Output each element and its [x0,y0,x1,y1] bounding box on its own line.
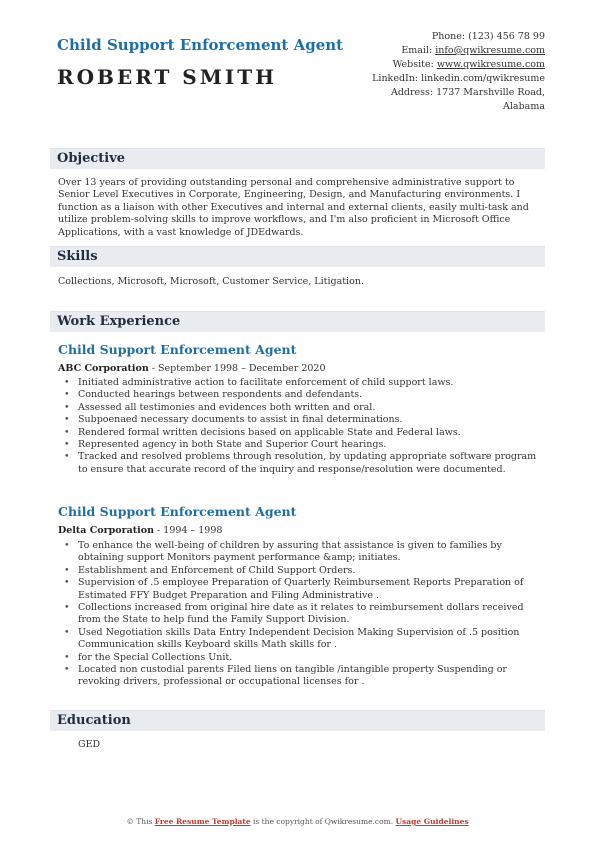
contact-website-label: Website: [392,59,437,70]
objective-section-header [50,148,545,169]
list-item: • Located non custodial parents Filed liens on tangible /intangible property Suspending or revoking drivers, professional or occupational licenses for . [58,664,543,689]
contact-linkedin: LinkedIn: linkedin.com/qwikresume [372,73,545,84]
job-company-2 [58,525,222,536]
job-title-2: Child Support Enforcement Agent [58,504,297,519]
list-item: • Conducted hearings between respondents and defendants. [58,389,543,401]
contact-email [315,44,545,58]
company-name-1: ABC Corporation [58,363,149,374]
list-item: • Tracked and resolved problems through resolution, by updating appropriate software program to ensure that accurate record of the inquiry and response/resolution were documented. [58,451,543,476]
objective-text: Over 13 years of providing outstanding personal and comprehensive administrative support to Senior Level Executives in Corporate, Engineering, Design, and Manufacturing environments. I function as a liaison with other Executives and internal and external clients, easily multi-task and utilize problem-solving skills to improve workflows, and I'm also proficient in Microsoft Office Applications, with a vast knowledge of JDEdwards. [58,177,529,238]
job-dates-1: - September 1998 – December 2020 [148,363,326,374]
list-item: • Establishment and Enforcement of Child Support Orders. [58,565,543,577]
objective-heading: Objective [57,151,126,166]
skills-text: Collections, Microsoft, Microsoft, Customer Service, Litigation. [58,276,364,287]
list-item: • Rendered formal written decisions based on applicable State and Federal laws. [58,427,543,439]
job-company-1 [58,363,326,374]
footer-prefix: © This [126,817,155,826]
job-bullets-1 [58,377,543,476]
usage-guidelines-link[interactable]: Usage Guidelines [395,817,469,826]
contact-phone: Phone: (123) 456 78 99 [431,31,545,42]
contact-address-line2: Alabama [503,101,545,112]
list-item: • for the Special Collections Unit. [58,652,543,664]
list-item: • Collections increased from original hire date as it relates to reimbursement dollars received from the State to help fund the Family Support Division. [58,602,543,627]
contact-address-line1: Address: 1737 Marshville Road, [390,87,545,98]
education-heading: Education [57,713,131,728]
list-item: • Supervision of .5 employee Preparation of Quarterly Reimbursement Reports Preparation of Estimated FFY Budget Preparation and Filing Administrative . [58,577,543,602]
education-item: GED [78,739,101,750]
contact-block [315,30,545,114]
work-section-header [50,311,545,332]
footer-middle: is the copyright of Qwikresume.com. [250,817,396,826]
footer-copyright [0,817,595,826]
list-item: • Initiated administrative action to facilitate enforcement of child support laws. [58,377,543,389]
job-title-1: Child Support Enforcement Agent [58,342,297,357]
job-bullets-2 [58,540,543,689]
website-link[interactable]: www.qwikresume.com [436,59,545,70]
list-item: • Assessed all testimonies and evidences both written and oral. [58,402,543,414]
education-section-header [50,710,545,731]
list-item: • Used Negotiation skills Data Entry Independent Decision Making Supervision of .5 position Communication skills Keyboard skills Math skills for . [58,627,543,652]
contact-website [315,58,545,72]
candidate-name: ROBERT SMITH [57,65,278,89]
list-item: • Represented agency in both State and Superior Court hearings. [58,439,543,451]
list-item: • Subpoenaed necessary documents to assist in final determinations. [58,414,543,426]
free-template-link[interactable]: Free Resume Template [154,817,251,826]
email-link[interactable]: info@qwikresume.com [435,45,545,56]
work-heading: Work Experience [57,314,181,329]
job-dates-2: - 1994 – 1998 [154,525,223,536]
contact-email-label: Email: [401,45,436,56]
skills-heading: Skills [57,249,98,264]
company-name-2: Delta Corporation [58,525,155,536]
skills-section-header [50,246,545,267]
job-title: Child Support Enforcement Agent [57,36,344,54]
list-item: • To enhance the well-being of children by assuring that assistance is given to families by obtaining support Monitors payment performance &amp; initiates. [58,540,543,565]
